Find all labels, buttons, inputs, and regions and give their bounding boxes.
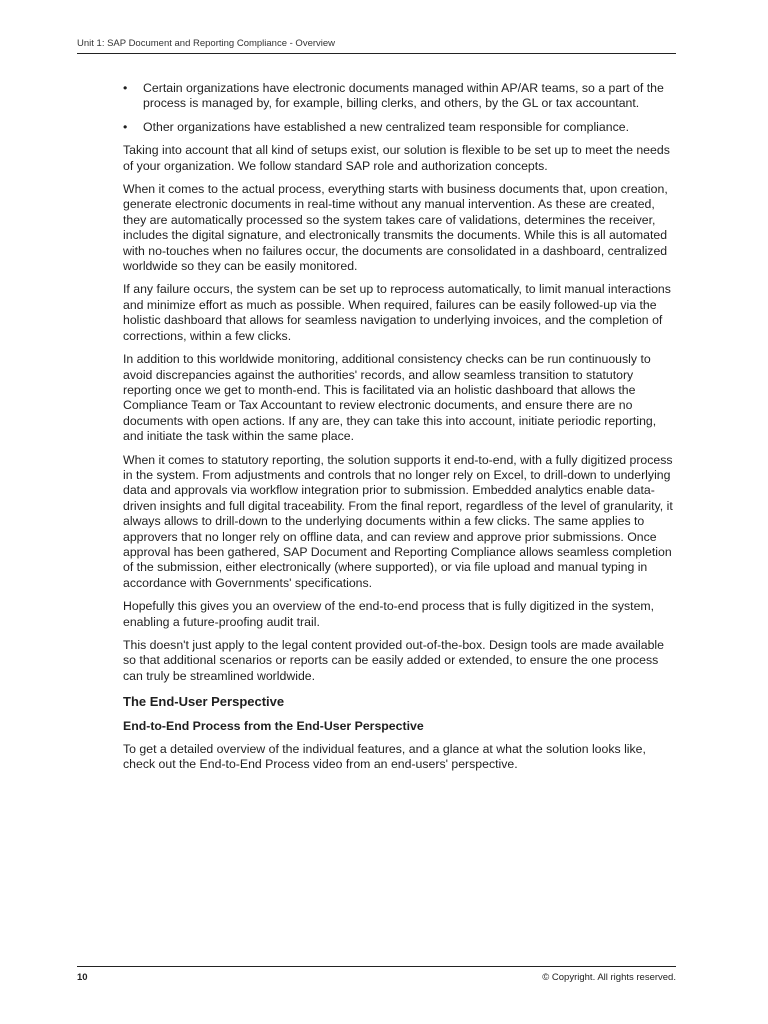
page-number: 10: [77, 972, 88, 983]
section-heading: The End-User Perspective: [123, 694, 285, 710]
paragraph-failure: If any failure occurs, the system can be set up to reprocess automatically, to limit manual interactions and minimize effort as much as possible. When required, failures can be easily followed-up via the holistic dashboard that allows for seamless navigation to underlying invoices, and the completion of corrections, within a few clicks.: [123, 282, 671, 343]
paragraph-setup: Taking into account that all kind of setups exist, our solution is flexible to be set up to meet the needs of your organization. We follow standard SAP role and authorization concepts.: [123, 143, 670, 173]
document-body: [123, 81, 678, 781]
copyright-notice: © Copyright. All rights reserved.: [542, 972, 676, 983]
paragraph-overview: Hopefully this gives you an overview of the end-to-end process that is fully digitized in the system, enabling a future-proofing audit trail.: [123, 599, 655, 629]
page-footer: [77, 966, 676, 983]
header-title: Unit 1: SAP Document and Reporting Compliance - Overview: [77, 38, 336, 49]
list-item: • Certain organizations have electronic documents managed within AP/AR teams, so a part of the process is managed by, for example, billing clerks, and others, by the GL or tax accountant.: [123, 81, 678, 112]
section-subheading: End-to-End Process from the End-User Perspective: [123, 718, 424, 733]
paragraph-design-tools: This doesn't just apply to the legal content provided out-of-the-box. Design tools are made available so that additional scenarios or reports can be easily added or extended, to ensure the one process can truly be streamlined worldwide.: [123, 638, 664, 683]
page-header: [77, 38, 676, 54]
paragraph-monitoring: In addition to this worldwide monitoring, additional consistency checks can be run continuously to avoid discrepancies against the authorities' records, and allow seamless transition to statutory reporting once we get to month-end. This is facilitated via an holistic dashboard that allows the Compliance Team or Tax Accountant to review electronic documents, and ensure there are no documents with open actions. If any are, they can take this into account, initiate periodic reporting, and initiate the task within the same place.: [123, 352, 657, 444]
list-item: • Other organizations have established a new centralized team responsible for compliance.: [123, 120, 678, 135]
section-text: To get a detailed overview of the individual features, and a glance at what the solution looks like, check out the End-to-End Process video from an end-users' perspective.: [123, 742, 646, 772]
paragraph-process: When it comes to the actual process, everything starts with business documents that, upon creation, generate electronic documents in real-time without any manual intervention. As these are created, they are automatically processed so the system takes care of validations, determines the receiver, includes the digital signature, and electronically transmits the documents. While this is all automated with no-touches when no failures occur, the documents are consolidated in a dashboard, centralized worldwide so they can be easily monitored.: [123, 182, 668, 274]
paragraph-statutory-reporting: When it comes to statutory reporting, the solution supports it end-to-end, with a fully digitized process in the system. From adjustments and controls that no longer rely on Excel, to drill-down to underlying data and approvals via workflow integration prior to submission. Embedded analytics enable data-driven insights and full digital traceability. From the final report, regardless of the level of granularity, it always allows to drill-down to the underlying documents within a few clicks. The same applies to approvers that no longer rely on offline data, and can review and approve prior submissions. Once approval has been gathered, SAP Document and Reporting Compliance allows seamless completion of the submission, either electronically (where supported), or via file upload and manual typing in accordance with Governments' specifications.: [123, 452, 673, 590]
bullet-list: [123, 81, 678, 135]
